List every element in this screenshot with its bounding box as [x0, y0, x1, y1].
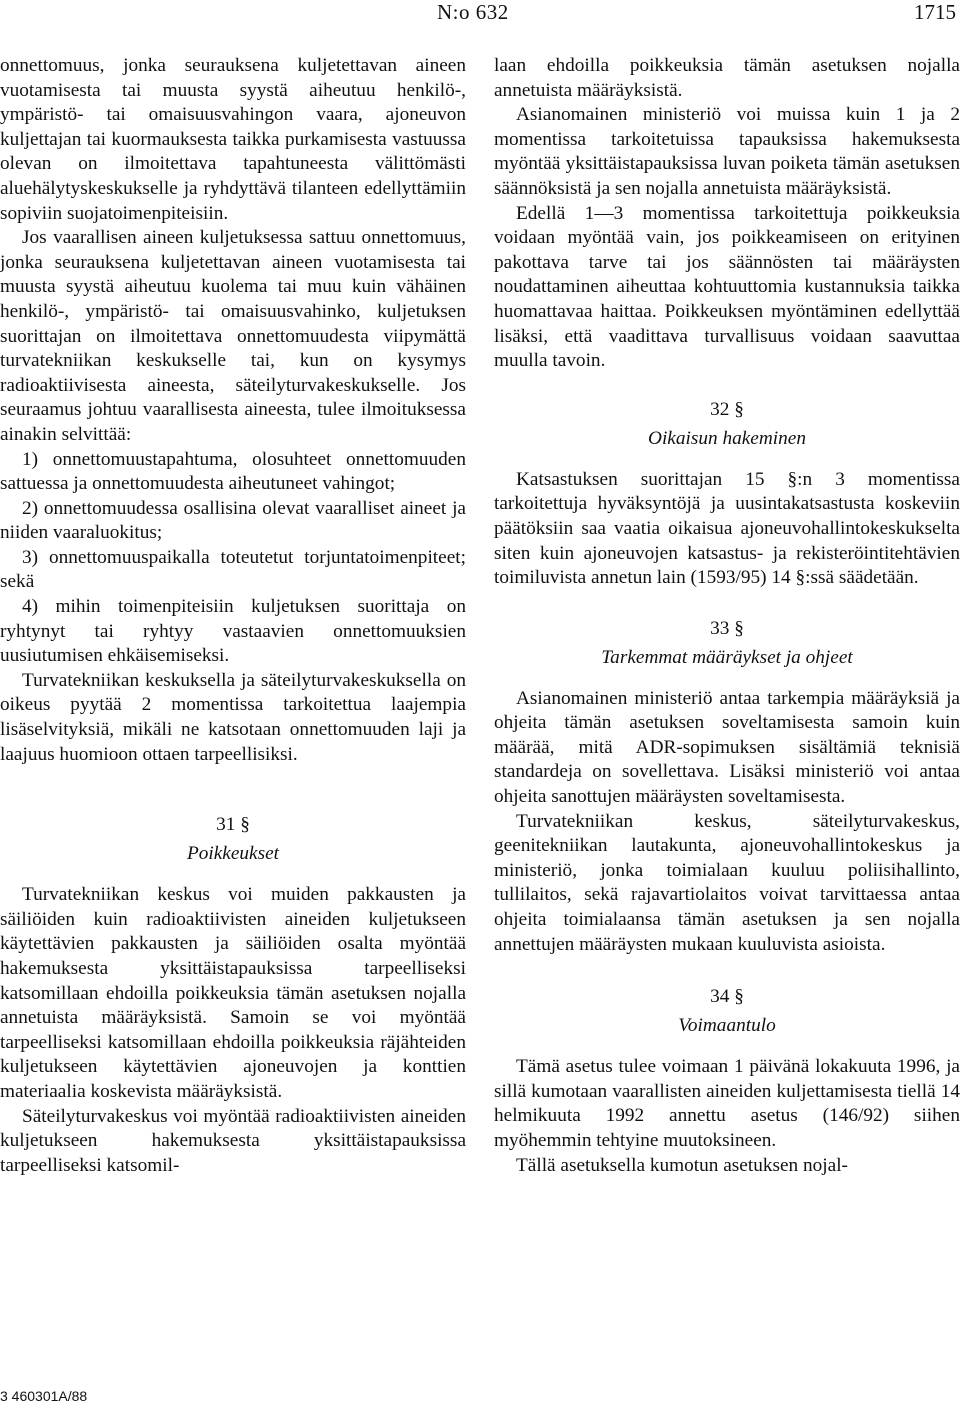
section-title: Voimaantulo	[678, 1015, 776, 1037]
section-title: Oikaisun hakeminen	[648, 427, 806, 449]
list-item: 2) onnettomuudessa osallisina olevat vaaralliset aineet ja niiden vaaraluokitus;	[0, 497, 466, 544]
paragraph: Asianomainen ministeriö antaa tarkempia määräyksiä ja ohjeita tämän asetuksen soveltamisesta samoin kuin määrää, mitä ADR-sopimuksen sisältämiä teknisiä standardeja on sovellettava. Lisäksi ministeriö voi antaa ohjeita sanottujen määräysten soveltamisesta.	[494, 687, 960, 808]
paragraph: Tämä asetus tulee voimaan 1 päivänä lokakuuta 1996, ja sillä kumotaan vaarallisten aineiden kuljettamisesta tiellä 14 helmikuuta 1992 annettu asetus (146/92) siihen myöhemmin tehtyine muutoksineen.	[494, 1056, 960, 1151]
section-title: Poikkeukset	[186, 843, 280, 865]
paragraph: Turvatekniikan keskus voi muiden pakkausten ja säiliöiden kuin radioaktiivisten aineiden kuljetukseen käytettävien pakkausten ja säiliöiden osalta myöntää hakemuksesta yksittäistapauksissa tarpeelliseksi katsomillaan ehdoilla poikkeuksia tämän asetuksen nojalla annetuista määräyksistä. Samoin se voi myöntää tarpeelliseksi katsomillaan ehdoilla poikkeuksia räjähteiden kuljetukseen käytettävien ajoneuvojen ja konttien materiaalia koskevista määräyksistä.	[0, 884, 466, 1102]
paragraph: Turvatekniikan keskus, säteilyturvakeskus, geenitekniikan lautakunta, ajoneuvohallintokeskus ja ministeriö, jonka toimialaan kuuluu poliisihallinto, tullilaitos, sekä rajavartiolaitos voivat tarvittaessa antaa ohjeita toimialaansa tämän asetuksen ja sen nojalla annettujen määräysten mukaan kuuluvista asioista.	[494, 810, 960, 955]
page-number: 1715	[914, 0, 956, 24]
paragraph: Asianomainen ministeriö voi muissa kuin 1 ja 2 momentissa tarkoitetuissa tapauksissa hakemuksesta myöntää yksittäistapauksissa luvan poiketa tämän asetuksen säännöksistä ja sen nojalla annetuista määräyksistä.	[494, 104, 960, 199]
paragraph: Turvatekniikan keskuksella ja säteilyturvakeskuksella on oikeus pyytää 2 momentissa tarkoitettua laajempia lisäselvityksiä, mikäli ne katsotaan onnettomuuden laji ja laajuus huomioon ottaen tarpeellisiksi.	[0, 669, 466, 765]
list-item: 1) onnettomuustapahtuma, olosuhteet onnettomuuden sattuessa ja onnettomuudesta aiheutuneet vahingot;	[0, 448, 466, 495]
right-column	[494, 54, 960, 1178]
paragraph: Säteilyturvakeskus voi myöntää radioaktiivisten aineiden kuljetukseen hakemuksesta yksittäistapauksissa tarpeelliseksi katsomil-	[0, 1105, 466, 1176]
list-item: 3) onnettomuuspaikalla toteutetut torjuntatoimenpiteet; sekä	[0, 546, 466, 593]
paragraph: Jos vaarallisen aineen kuljetuksessa sattuu onnettomuus, jonka seurauksena kuljetettavan aineen vuotamisesta tai muusta syystä aiheutuu kuolema tai muu kuin vähäinen henkilö-, ympäristö- tai omaisuusvahinko, kuljetuksen suorittajan on ilmoitettava onnettomuudesta viipymättä turvatekniikan keskukselle tai, kun on kysymys radioaktiivisesta aineesta, säteilyturvakeskukselle. Jos seuraamus johtuu vaarallisesta aineesta, tulee ilmoituksessa ainakin selvittää:	[0, 227, 466, 445]
section-number: 33 §	[710, 617, 744, 639]
paragraph: Edellä 1—3 momentissa tarkoitettuja poikkeuksia voidaan myöntää vain, jos poikkeamiseen on erityinen pakottava tarve tai jos säännösten tai määräysten noudattaminen aiheuttaa kohtuuttomia kustannuksia taikka huomattavaa haittaa. Poikkeuksen myöntäminen edellyttää lisäksi, että vaadittava turvallisuus voidaan saavuttaa muulla tavoin.	[494, 202, 960, 372]
paragraph: Katsastuksen suorittajan 15 §:n 3 momentissa tarkoitettuja hyväksyntöjä ja uusintakatsastusta koskeviin päätöksiin saa vaatia oikaisua ajoneuvohallintokeskukselta siten kuin ajoneuvojen katsastus- ja rekisteröintitehtävien toimiluvista annetun lain (1593/95) 14 §:ssä säädetään.	[494, 468, 960, 589]
section-title: Tarkemmat määräykset ja ohjeet	[601, 646, 853, 668]
paragraph: onnettomuus, jonka seurauksena kuljetettavan aineen vuotamisesta tai muusta syystä aiheutuu henkilö-, ympäristö- tai omaisuusvahingon vaara, ajoneuvon kuljettajan tai kuormauksesta taikka purkamisesta vastuussa olevan on ilmoitettava tapahtuneesta välittömästi aluehälytyskeskukselle ja ryhdyttävä tilanteen edellyttämiin sopiviin suojatoimenpiteisiin.	[0, 55, 466, 224]
paragraph: Tällä asetuksella kumotun asetuksen nojal-	[516, 1154, 848, 1176]
section-number: 31 §	[216, 814, 250, 836]
print-code: 3 460301A/88	[0, 1388, 88, 1404]
section-number: 32 §	[710, 398, 744, 420]
statute-number: N:o 632	[437, 0, 509, 24]
paragraph: laan ehdoilla poikkeuksia tämän asetuksen nojalla annetuista määräyksistä.	[494, 55, 960, 101]
section-number: 34 §	[710, 986, 744, 1008]
page-header	[0, 0, 960, 30]
list-item: 4) mihin toimenpiteisiin kuljetuksen suorittaja on ryhtynyt tai ryhtyy vastaavien onnettomuuksien uusiutumisen ehkäisemiseksi.	[0, 596, 466, 667]
left-column	[0, 54, 466, 1178]
